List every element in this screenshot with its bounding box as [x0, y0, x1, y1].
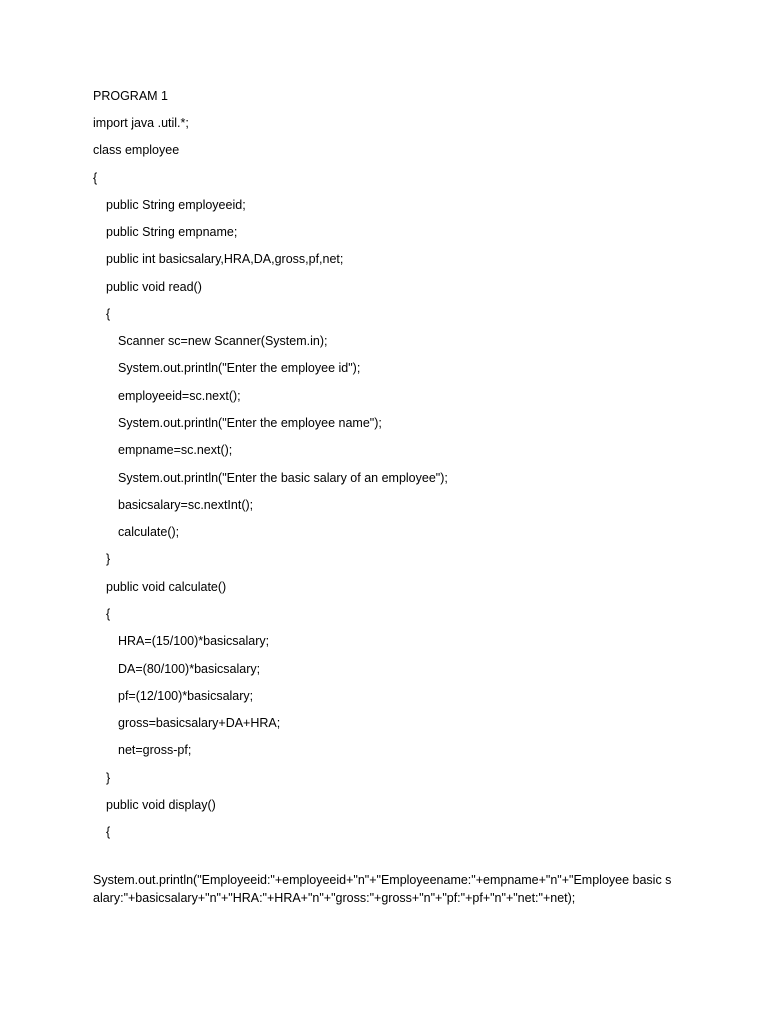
code-line: } — [106, 552, 111, 566]
code-line: basicsalary=sc.nextInt(); — [118, 498, 254, 512]
code-line: class employee — [93, 143, 180, 157]
code-line: { — [106, 607, 111, 621]
code-line: { — [93, 171, 98, 185]
code-line: public void display() — [106, 798, 216, 812]
code-line: calculate(); — [118, 525, 180, 539]
program-heading: PROGRAM 1 — [93, 89, 169, 103]
code-line: { — [106, 307, 111, 321]
code-line: public void calculate() — [106, 580, 227, 594]
code-line: } — [106, 771, 111, 785]
code-line: HRA=(15/100)*basicsalary; — [118, 634, 270, 648]
code-line: DA=(80/100)*basicsalary; — [118, 662, 261, 676]
code-line: System.out.println("Enter the basic salary of an employee"); — [118, 471, 448, 485]
code-line: System.out.println("Enter the employee name"); — [118, 416, 382, 430]
code-line: Scanner sc=new Scanner(System.in); — [118, 334, 328, 348]
code-line: import java .util.*; — [93, 116, 189, 130]
code-line: public void read() — [106, 280, 202, 294]
code-line: public int basicsalary,HRA,DA,gross,pf,net; — [106, 252, 344, 266]
code-line: empname=sc.next(); — [118, 443, 233, 457]
code-line: net=gross-pf; — [118, 743, 192, 757]
code-line: public String employeeid; — [106, 198, 246, 212]
code-line: public String empname; — [106, 225, 238, 239]
code-line: pf=(12/100)*basicsalary; — [118, 689, 254, 703]
code-line-long-statement: System.out.println("Employeeid:"+employeeid+"n"+"Employeename:"+empname+"n"+"Employee basic salary:"+basicsalary+"n"+"HRA:"+HRA+"n"+"gross:"+gross+"n"+"pf:"+pf+"n"+"net:"+net); — [93, 873, 672, 905]
code-line: employeeid=sc.next(); — [118, 389, 241, 403]
code-line: gross=basicsalary+DA+HRA; — [118, 716, 281, 730]
code-line: System.out.println("Enter the employee id"); — [118, 361, 361, 375]
code-line: { — [106, 825, 111, 839]
